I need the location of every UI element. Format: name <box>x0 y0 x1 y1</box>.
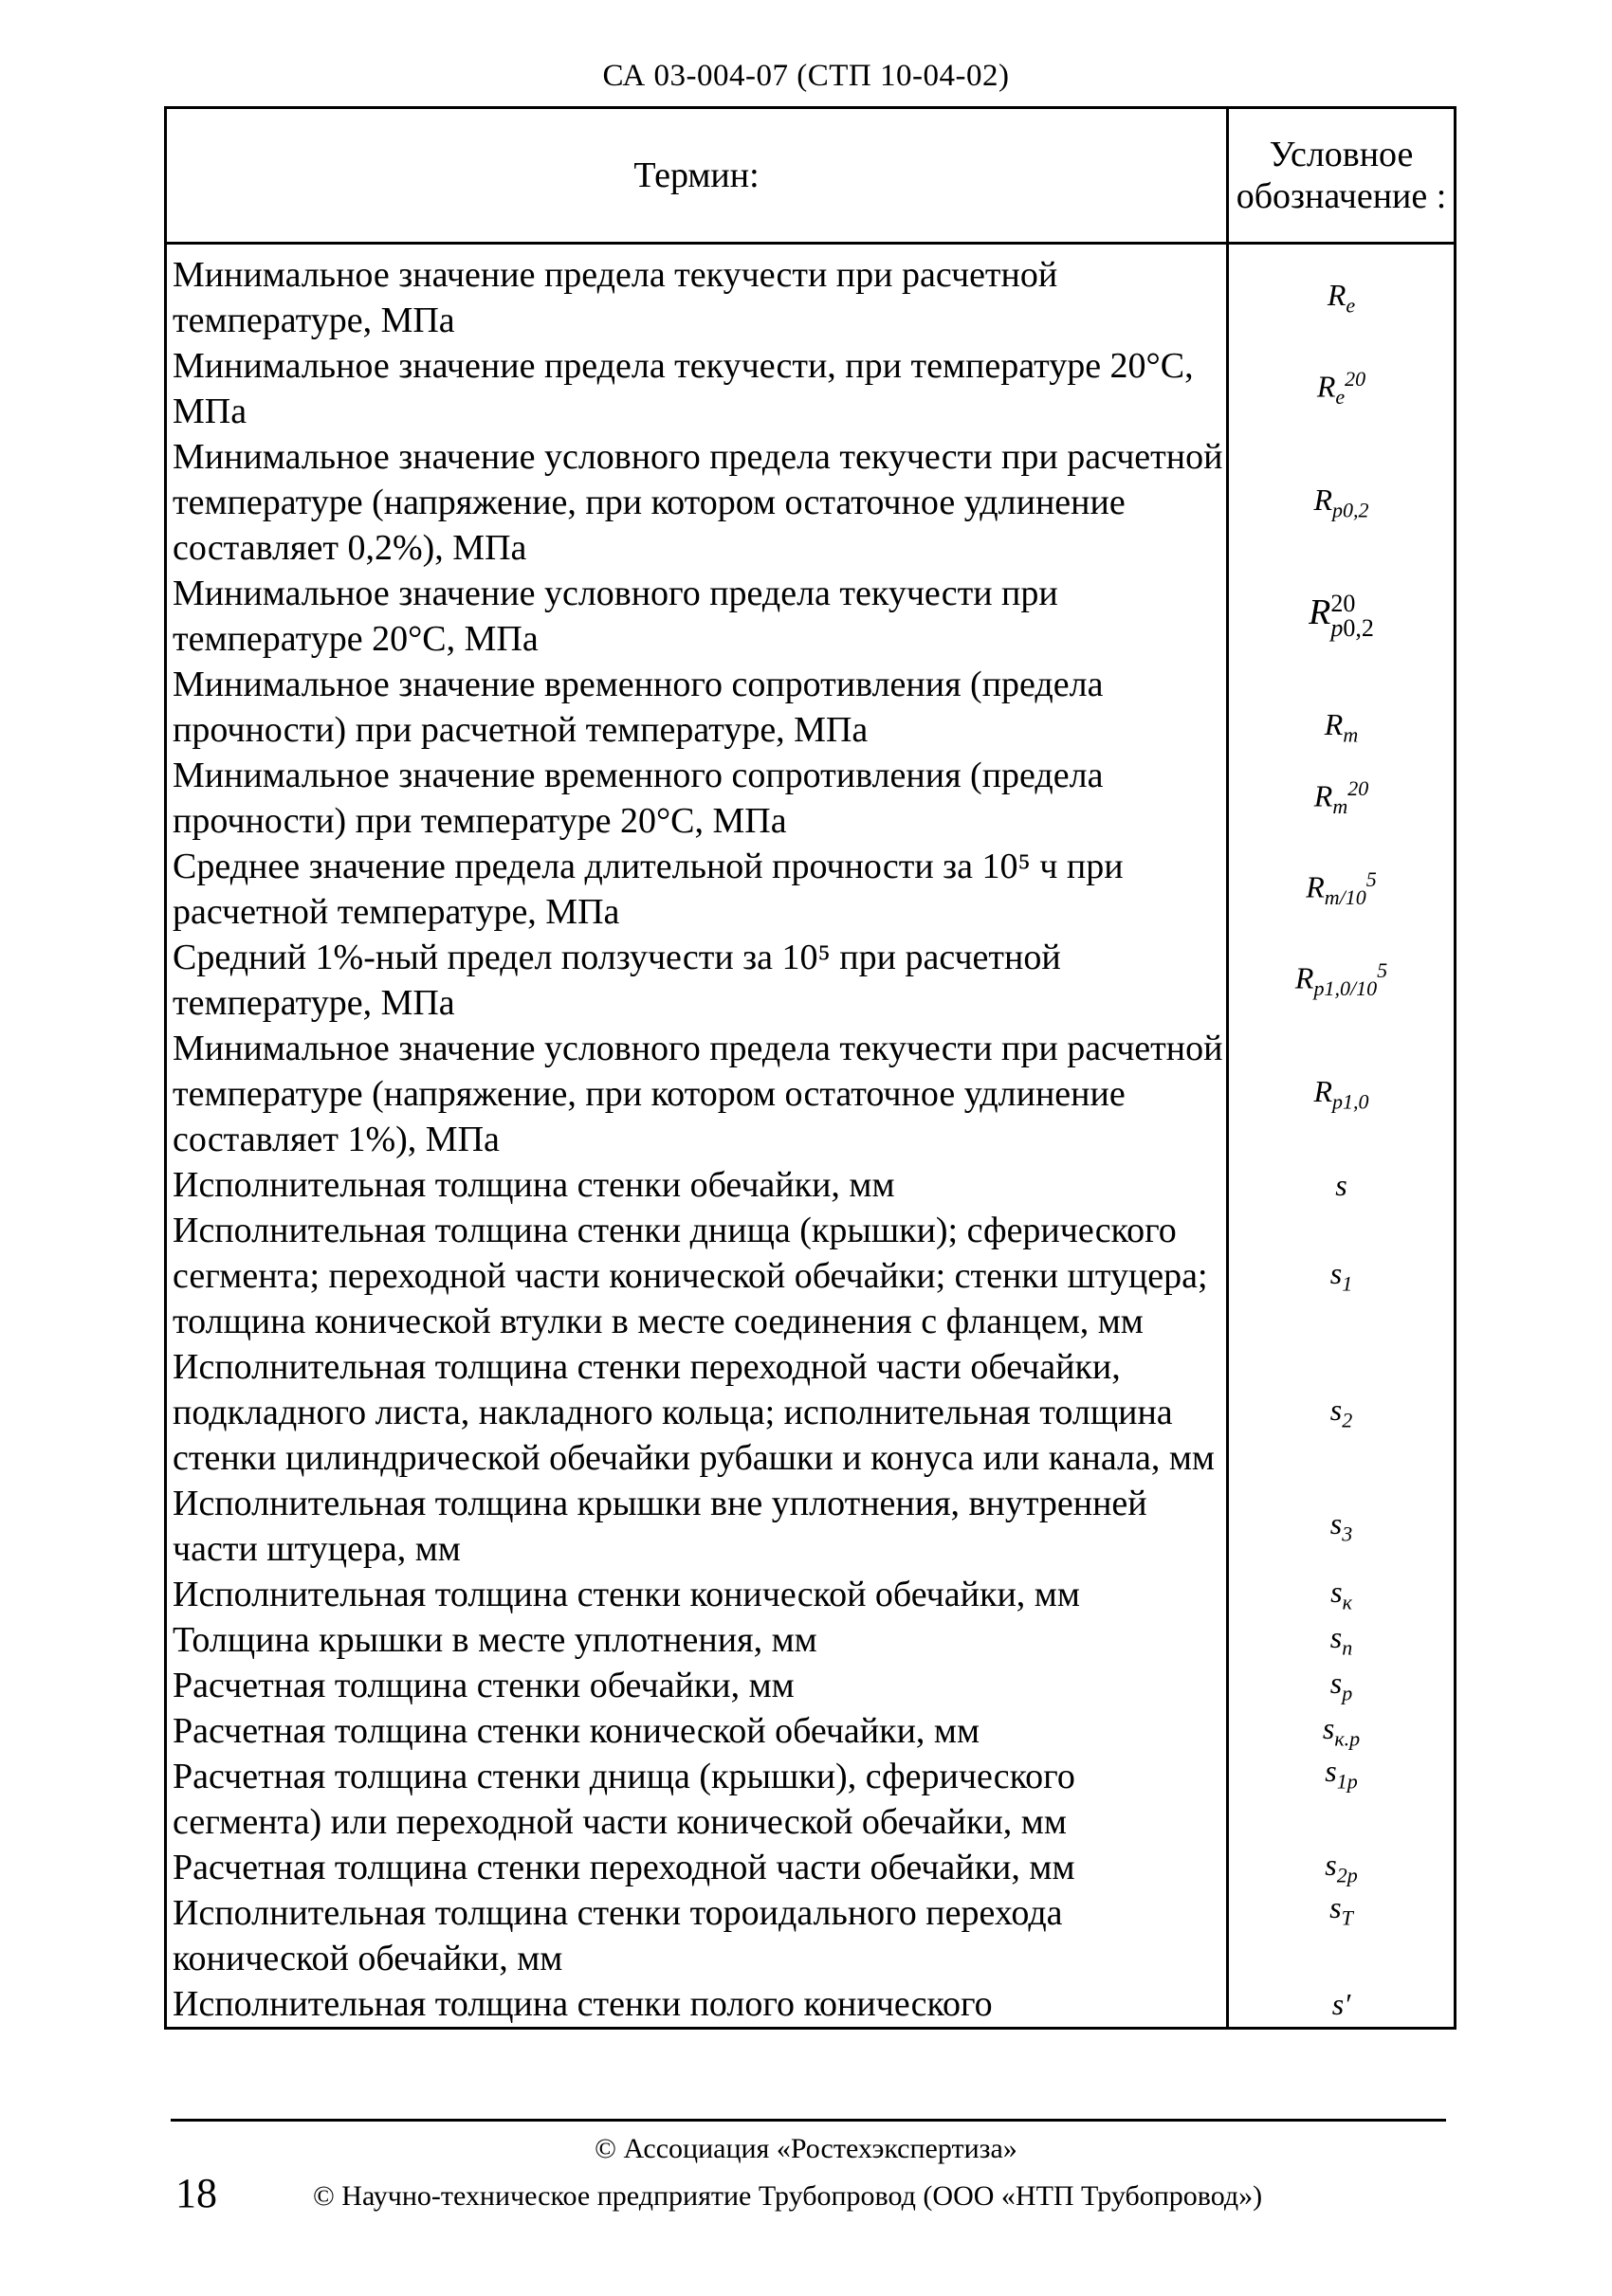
term-cell: Расчетная толщина стенки конической обечайки, мм <box>166 1708 1228 1754</box>
table-row <box>166 1162 1456 1208</box>
term-cell: Минимальное значение предела текучести при расчетной температуре, МПа <box>166 244 1228 344</box>
term-cell: Исполнительная толщина стенки тороидального перехода конической обечайки, мм <box>166 1890 1228 1981</box>
symbol-cell: $s_{2p}$ <box>1228 1845 1456 1890</box>
table-row <box>166 244 1456 344</box>
symbol-cell: $R_{p1,0/10}^5$ <box>1228 935 1456 1026</box>
symbol-cell: $R_e^{20}$ <box>1228 343 1456 434</box>
symbol-cell: $s_1$ <box>1228 1208 1456 1344</box>
symbol-cell: $s_n$ <box>1228 1617 1456 1663</box>
term-cell: Исполнительная толщина стенки конической обечайки, мм <box>166 1572 1228 1617</box>
term-cell: Исполнительная толщина стенки днища (крышки); сферического сегмента; переходной части конической обечайки; стенки штуцера; толщина конической втулки в месте соединения с фланцем, мм <box>166 1208 1228 1344</box>
table-row <box>166 1754 1456 1845</box>
symbol-cell: $R_m^{20}$ <box>1228 753 1456 844</box>
term-cell: Исполнительная толщина стенки переходной части обечайки, подкладного листа, накладного кольца; исполнительная толщина стенки цилиндрической обечайки рубашки и конуса или канала, мм <box>166 1344 1228 1481</box>
term-cell: Минимальное значение условного предела текучести при расчетной температуре (напряжение, при котором остаточное удлинение составляет 1%), МПа <box>166 1026 1228 1162</box>
symbol-cell: $R_{m/10}^5$ <box>1228 844 1456 935</box>
symbol-cell: $s_2$ <box>1228 1344 1456 1481</box>
table-row <box>166 1663 1456 1708</box>
term-cell: Расчетная толщина стенки обечайки, мм <box>166 1663 1228 1708</box>
symbol-cell: s <box>1228 1162 1456 1208</box>
term-cell: Исполнительная толщина крышки вне уплотнения, внутренней части штуцера, мм <box>166 1481 1228 1572</box>
symbol-cell: $s_к$ <box>1228 1572 1456 1617</box>
symbol-cell: $R_m$ <box>1228 662 1456 753</box>
document-code: СА 03-004-07 (СТП 10-04-02) <box>602 59 1010 93</box>
table-row <box>166 753 1456 844</box>
term-cell: Минимальное значение временного сопротивления (предела прочности) при расчетной температуре, МПа <box>166 662 1228 753</box>
symbol-cell: s′ <box>1228 1981 1456 2029</box>
term-cell: Расчетная толщина стенки днища (крышки), сферического сегмента) или переходной части конической обечайки, мм <box>166 1754 1228 1845</box>
term-cell: Минимальное значение условного предела текучести при расчетной температуре (напряжение, при котором остаточное удлинение составляет 0,2%), МПа <box>166 434 1228 571</box>
table-row <box>166 844 1456 935</box>
symbol-cell: $s_{к.p}$ <box>1228 1708 1456 1754</box>
table-row <box>166 1026 1456 1162</box>
table-row <box>166 662 1456 753</box>
footer-copyright-association: © Ассоциация «Ростехэкспертиза» <box>595 2133 1017 2164</box>
table-row <box>166 1617 1456 1663</box>
table-row <box>166 1981 1456 2029</box>
table-row <box>166 1845 1456 1890</box>
term-cell: Минимальное значение временного сопротивления (предела прочности) при температуре 20°C, МПа <box>166 753 1228 844</box>
symbol-cell: $s_T$ <box>1228 1890 1456 1981</box>
symbol-column-header <box>1228 108 1456 244</box>
term-cell: Среднее значение предела длительной прочности за 10⁵ ч при расчетной температуре, МПа <box>166 844 1228 935</box>
symbol-cell: R 20 p0,2 <box>1228 571 1456 662</box>
term-column-header: Термин: <box>166 108 1228 244</box>
table-row <box>166 1481 1456 1572</box>
footer-divider <box>171 2119 1446 2122</box>
term-cell: Исполнительная толщина стенки полого конического <box>166 1981 1228 2029</box>
symbol-cell: $s_3$ <box>1228 1481 1456 1572</box>
term-cell: Толщина крышки в месте уплотнения, мм <box>166 1617 1228 1663</box>
table-row <box>166 1572 1456 1617</box>
symbol-cell: $s_p$ <box>1228 1663 1456 1708</box>
terms-table <box>164 106 1456 2030</box>
term-cell: Минимальное значение условного предела текучести при температуре 20°C, МПа <box>166 571 1228 662</box>
term-cell: Средний 1%-ный предел ползучести за 10⁵ при расчетной температуре, МПа <box>166 935 1228 1026</box>
table-row <box>166 1890 1456 1981</box>
table-row <box>166 1344 1456 1481</box>
table-row <box>166 1708 1456 1754</box>
footer-copyright-enterprise: © Научно-техническое предприятие Трубопровод (ООО «НТП Трубопровод») <box>313 2180 1263 2212</box>
symbol-cell: $R_{p0,2}$ <box>1228 434 1456 571</box>
table-row <box>166 343 1456 434</box>
symbol-cell: $R_e$ <box>1228 244 1456 344</box>
term-cell: Расчетная толщина стенки переходной части обечайки, мм <box>166 1845 1228 1890</box>
table-header-row <box>166 108 1456 244</box>
term-cell: Минимальное значение предела текучести, при температуре 20°C, МПа <box>166 343 1228 434</box>
symbol-column-header-text: Условное обозначение : <box>1236 135 1447 216</box>
table-row <box>166 434 1456 571</box>
term-cell: Исполнительная толщина стенки обечайки, мм <box>166 1162 1228 1208</box>
table-row <box>166 1208 1456 1344</box>
symbol-cell: $s_{1p}$ <box>1228 1754 1456 1845</box>
symbol-cell: $R_{p1,0}$ <box>1228 1026 1456 1162</box>
page-number: 18 <box>175 2170 217 2216</box>
table-row <box>166 571 1456 662</box>
table-row <box>166 935 1456 1026</box>
